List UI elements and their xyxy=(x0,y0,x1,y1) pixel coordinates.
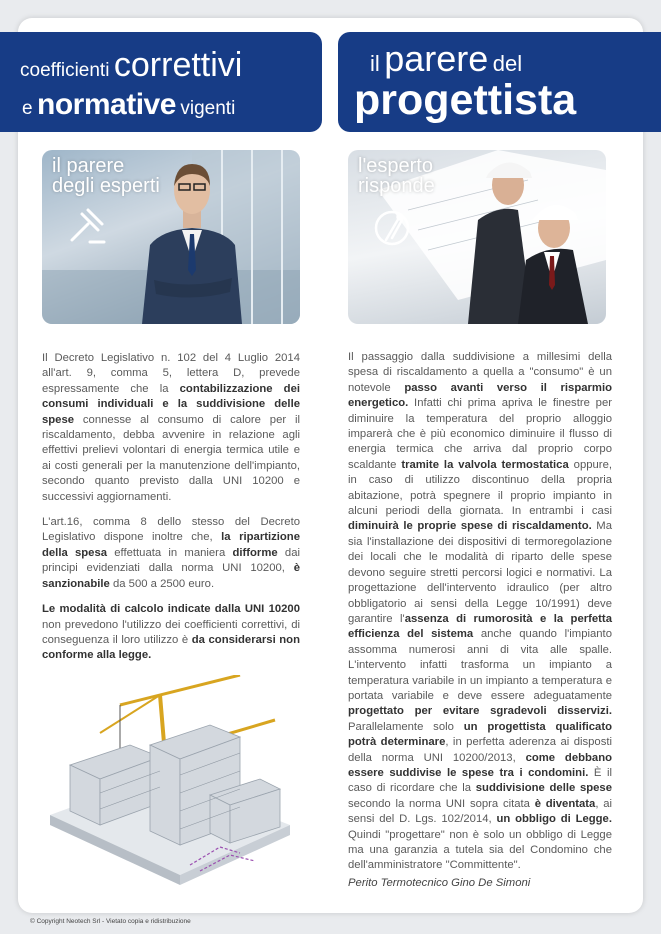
bold-text-run: passo avanti verso il risparmio energetico. xyxy=(348,381,612,410)
bold-text-run: contabilizzazione dei consumi individuali e la suddivisione delle spese xyxy=(42,382,300,426)
bold-text-run: è diventata xyxy=(534,797,596,810)
banner-text: progettista xyxy=(354,76,577,124)
text-run: Il passaggio dalla suddivisione a millesimi della spesa di riscaldamento a quella a "consumo" è un notevole xyxy=(348,351,612,394)
text-run: dai principi evidenziati dalla norma UNI 10200, xyxy=(42,546,300,575)
text-run: L'art.16, comma 8 dello stesso del Decreto Legislativo dispone inoltre che, xyxy=(42,516,300,544)
bold-text-run: tramite la valvola termostatica xyxy=(401,458,569,471)
photo-title-line: degli esperti xyxy=(52,175,160,197)
bold-text-run: un obbligo di Legge. xyxy=(496,813,612,826)
banner-right-line1 xyxy=(370,38,522,80)
text-run: secondo la norma UNI sopra citata xyxy=(348,797,535,810)
bold-text-run: suddivisione delle spese xyxy=(475,782,612,795)
gavel-icon xyxy=(66,206,106,246)
text-run: Quindi "progettare" non è solo un obbligo di Legge ma una garanzia a tutela sia del Condomino che dell'amministratore "Committente". xyxy=(348,828,612,872)
right-column-text xyxy=(348,350,612,901)
banner-text: e xyxy=(22,98,33,119)
compass-icon xyxy=(372,208,412,248)
banner-text: correttivi xyxy=(113,46,243,84)
banner-text: coefficienti xyxy=(20,60,110,81)
text-run: Ma sia l'installazione dei dispositivi di termoregolazione dei locali che le modalità di riparto delle spese devono seguire stretti percorsi logici e normativi. La progettazione dell'intervento idraulico (per altro obbligatorio ai sensi della Legge 10/1991) deve garantire l' xyxy=(348,520,612,625)
photo-title-line: il parere xyxy=(52,155,125,177)
text-run: Infatti chi prima apriva le finestre per diminuire la temperatura del proprio alloggio imparerà che è più economico diminuire il flusso di energia termica che arriva dal proprio corpo scaldante xyxy=(348,397,612,471)
text-run: da 500 a 2500 euro. xyxy=(109,577,215,590)
signature: Perito Termotecnico Gino De Simoni xyxy=(348,876,531,889)
bold-text-run: Le modalità di calcolo indicate dalla UNI 10200 xyxy=(42,603,300,616)
text-run: connesse al consumo di calore per il riscaldamento, debba avvenire in relazione agli effettivi prelievi volontari di energia termica utile e ai costi generali per la manutenzione dell'impianto, secondo quanto previsto dalla UNI 10200 e successivi aggiornamenti. xyxy=(42,413,300,503)
bold-text-run: difforme xyxy=(232,546,278,559)
bold-text-run: come debbano essere suddivise le spese tra i condomini. xyxy=(348,751,612,779)
banner-parere xyxy=(338,32,661,132)
text-run: , in perfetta aderenza ai disposti della norma UNI 10200/2013, xyxy=(348,736,612,764)
paragraph-decreto xyxy=(42,351,300,505)
banner-text: il xyxy=(370,51,380,76)
text-run: oppure, in caso di utilizzo discontinuo della propria abitazione, potrà spegnere il proprio impianto in alcuni periodi della giornata. In entrambi i casi xyxy=(348,458,612,518)
bold-text-run: è sanzionabile xyxy=(42,562,300,590)
left-column-text xyxy=(42,351,300,674)
banner-text: normative xyxy=(37,88,176,121)
banner-left-line1 xyxy=(20,46,242,85)
banner-text: vigenti xyxy=(180,98,236,119)
text-run: , ai sensi del D. Lgs. 102/2014, xyxy=(348,797,612,826)
photo-title-line: l'esperto xyxy=(358,155,433,177)
bold-text-run: la ripartizione della spesa xyxy=(42,531,300,559)
banner-text: parere xyxy=(384,38,489,79)
bold-text-run: diminuirà le proprie spese di riscaldamento. xyxy=(348,520,592,533)
photo-title-esperto xyxy=(358,156,435,196)
engineers-photo xyxy=(348,150,606,324)
building-crane-illustration xyxy=(40,675,305,890)
banner-coefficienti xyxy=(0,32,322,132)
text-run: non prevedono l'utilizzo dei coefficienti correttivi, di conseguenza il loro utilizzo è xyxy=(42,618,300,646)
text-run: effettuata in maniera xyxy=(107,546,233,559)
banner-text: del xyxy=(492,51,523,76)
paragraph-art16 xyxy=(42,515,300,592)
bold-text-run: un progettista qualificato potrà determinare xyxy=(348,720,612,749)
banner-left-line2 xyxy=(22,88,235,122)
photo-title-parere xyxy=(52,156,160,196)
bold-text-run: assenza di rumorosità e la perfetta efficienza del sistema xyxy=(348,612,612,641)
bold-text-run: progettato per evitare sgradevoli disservizi. xyxy=(348,705,612,718)
text-run: anche quando l'impianto assomma numerosi anni di vita alle spalle. L'intervento infatti trasforma un impianto a temperatura variabile in un impianto a temperatura e portata variabile e deve essere adeguatamente xyxy=(348,628,612,702)
text-run: Parallelamente solo xyxy=(348,720,464,733)
text-run: È il caso di ricordare che la xyxy=(348,766,612,795)
paragraph-passaggio xyxy=(348,350,612,874)
paragraph-uni10200 xyxy=(42,602,300,664)
text-run: Il Decreto Legislativo n. 102 del 4 Luglio 2014 all'art. 9, comma 5, lettera D, prevede espressamente che la xyxy=(42,352,300,395)
bold-text-run: da considerarsi non conforme alla legge. xyxy=(42,633,300,662)
photo-title-line: risponde xyxy=(358,175,435,197)
expert-photo xyxy=(42,150,300,324)
copyright-footer: © Copyright Neotech Srl - Vietato copia e ridistribuzione xyxy=(30,918,191,925)
